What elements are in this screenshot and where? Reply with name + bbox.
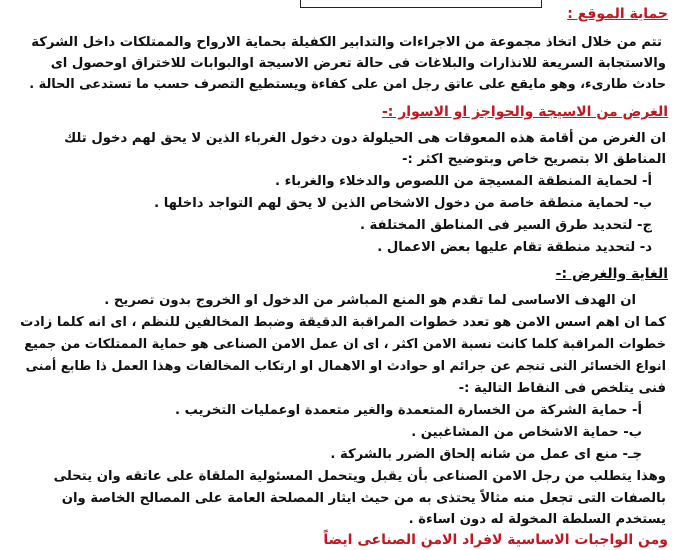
list-item: ب- حماية الاشخاص من المشاغبين .	[411, 425, 642, 440]
list-item: أ- حماية الشركة من الخسارة المتعمدة والغير متعمدة اوعمليات التخريب .	[174, 403, 642, 418]
paragraph-line: يستخدم السلطة المخولة له دون اساءة .	[408, 512, 666, 527]
list-item: ج- لتحديد طرق السير فى المناطق المختلفة .	[359, 218, 652, 233]
paragraph-line: ان الغرض من أقامة هذه المعوقات هى الحيلولة دون دخول الغرباء الذين لا يحق لهم دخول تلك	[64, 131, 666, 146]
paragraph-line: والاستجابة السريعة للانذارات والبلاغات فى حالة تعرض الاسيجة اوالبوابات للاختراق اوحصول اى	[50, 56, 666, 71]
list-item: د- لتحديد منطقة تقام عليها بعض الاعمال .	[377, 240, 652, 255]
fences-heading: الغرض من الاسيجة والحواجز او الاسوار :-	[381, 104, 668, 120]
paragraph-line: بالصفات التى تجعل منه مثالاً يحتذى به من حيث ايثار المصلحة العامة على المصالح الخاصة وان	[61, 491, 666, 506]
list-item: ب- لحماية منطقة خاصة من دخول الاشخاص الذين لا يحق لهم التواجد داخلها .	[154, 196, 652, 211]
paragraph-line: كما ان اهم اسس الامن هو تعدد خطوات المراقبة الدقيقة وضبط المخالفين للنظم ، اى انه كلما زادت	[20, 315, 666, 330]
title-box	[300, 0, 542, 8]
list-item: جـ- منع اى عمل من شانه إلحاق الضرر بالشركة .	[330, 447, 642, 462]
paragraph-line: وهذا يتطلب من رجل الامن الصناعى بأن يقبل ويتحمل المسئولية الملقاة على عاتقه وان يتحلى	[53, 469, 666, 484]
paragraph-line: تتم من خلال اتخاذ مجموعة من الاجراءات والتدابير الكفيلة بحماية الارواح والممتلكات داخل الشركة	[31, 35, 662, 50]
purpose-heading: الغاية والغرض :-	[555, 266, 668, 282]
paragraph-line: المناطق الا بتصريح خاص وبتوضيح اكثر :-	[402, 152, 666, 167]
paragraph-line: فنى يتلخص فى النقاط التالية :-	[458, 381, 666, 396]
paragraph-line: ان الهدف الاساسى لما تقدم هو المنع المباشر من الدخول او الخروج بدون تصريح .	[104, 293, 636, 308]
list-item: أ- لحماية المنطقة المسيجة من اللصوص والدخلاء والغرباء .	[275, 174, 652, 189]
duties-heading: ومن الواجبات الاساسية لافراد الامن الصناعى ايضاً	[323, 532, 668, 548]
paragraph-line: خطوات المراقبة كلما كانت نسبة الامن اكثر ، اى ان عمل الامن الصناعى هو حماية الممتلكات من جميع	[24, 337, 666, 352]
site-protection-heading: حماية الموقع :	[567, 6, 668, 22]
paragraph-line: حادث طارىء، وهو مايقع على عاتق رجل امن على كفاءة ويستطيع التصرف حسب ما تستدعى الحالة .	[29, 77, 666, 92]
paragraph-line: انواع الخسائر التى تنجم عن جرائم او حوادث او الاهمال او ارتكاب المخالفات وهذا العمل ذا طابع أمنى	[25, 359, 666, 374]
